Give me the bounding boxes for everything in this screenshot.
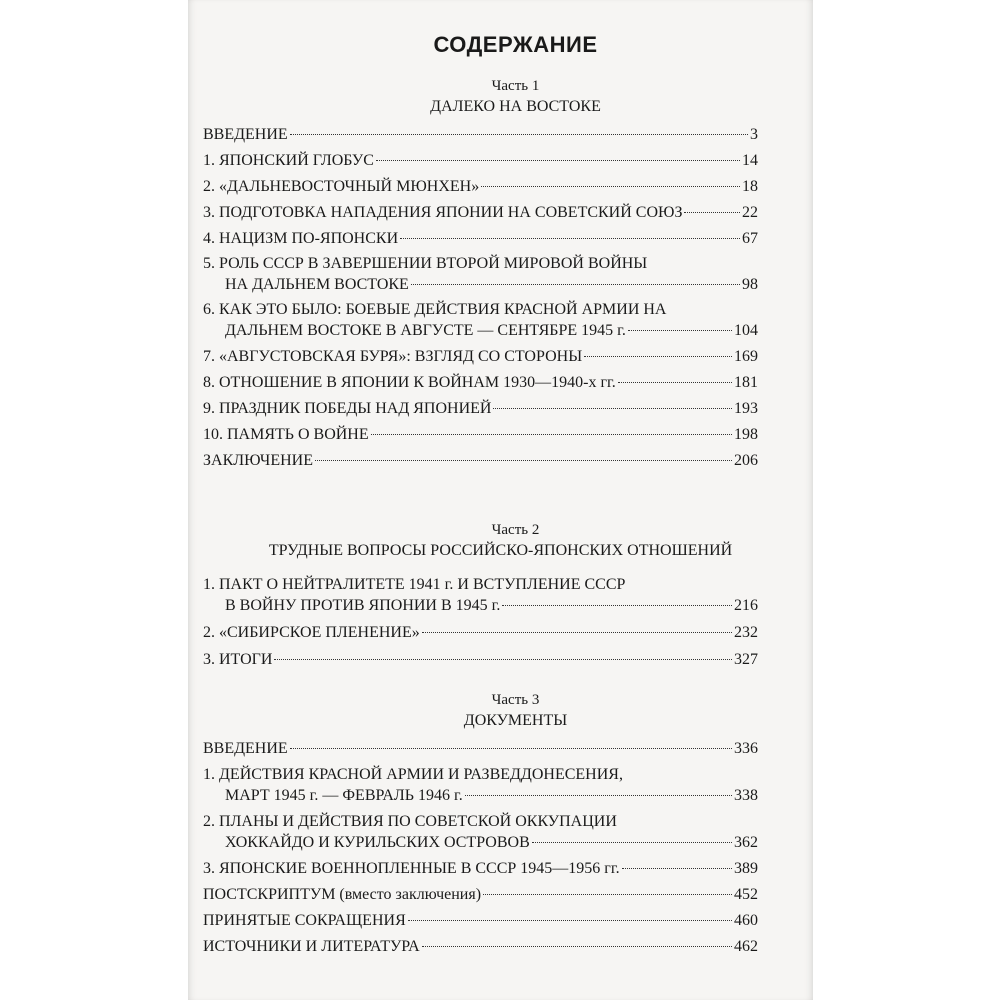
toc-entry-title: 9. ПРАЗДНИК ПОБЕДЫ НАД ЯПОНИЕЙ [203, 400, 492, 417]
toc-page-number: 22 [742, 204, 758, 221]
dot-leader [684, 211, 740, 213]
toc-page-number: 169 [734, 348, 758, 365]
dot-leader [483, 893, 732, 895]
toc-entry[interactable] [203, 150, 758, 171]
toc-entry[interactable] [203, 884, 758, 905]
toc-entry-title: 1. ПАКТ О НЕЙТРАЛИТЕТЕ 1941 г. И ВСТУПЛЕНИЕ СССР [203, 576, 626, 593]
toc-entry-title: 2. ПЛАНЫ И ДЕЙСТВИЯ ПО СОВЕТСКОЙ ОККУПАЦИИ [203, 813, 617, 830]
toc-entry[interactable] [203, 124, 758, 145]
dot-leader [371, 433, 732, 435]
dot-leader [628, 329, 732, 331]
toc-page-number: 206 [734, 452, 758, 469]
dot-leader [411, 283, 740, 285]
dot-leader [400, 237, 740, 239]
toc-entry[interactable] [203, 622, 758, 643]
toc-entry[interactable] [203, 936, 758, 957]
toc-entry[interactable] [203, 910, 758, 931]
toc-entry[interactable] [203, 424, 758, 445]
toc-entry-title: 7. «АВГУСТОВСКАЯ БУРЯ»: ВЗГЛЯД СО СТОРОНЫ [203, 348, 583, 365]
page-title: СОДЕРЖАНИЕ [433, 32, 598, 57]
toc-page-number: 389 [734, 860, 758, 877]
toc-entry[interactable] [203, 253, 758, 295]
dot-leader [465, 794, 732, 796]
toc-entry-title: НА ДАЛЬНЕМ ВОСТОКЕ [225, 276, 409, 293]
dot-leader [408, 919, 732, 921]
part-title: ТРУДНЫЕ ВОПРОСЫ РОССИЙСКО-ЯПОНСКИХ ОТНОШЕНИЙ [268, 542, 733, 559]
toc-entry-title: 1. ДЕЙСТВИЯ КРАСНОЙ АРМИИ И РАЗВЕДДОНЕСЕНИЯ, [203, 766, 623, 783]
toc-entry[interactable] [203, 764, 758, 806]
toc-entry-title: ХОККАЙДО И КУРИЛЬСКИХ ОСТРОВОВ [225, 834, 530, 851]
toc-entry[interactable] [203, 811, 758, 853]
toc-entry[interactable] [203, 398, 758, 419]
toc-entry[interactable] [203, 649, 758, 670]
toc-entry[interactable] [203, 450, 758, 471]
dot-leader [290, 747, 732, 749]
dot-leader [290, 133, 748, 135]
toc-part-2 [203, 520, 758, 670]
part-label: Часть 2 [491, 522, 540, 538]
toc-entry-title: 3. ПОДГОТОВКА НАПАДЕНИЯ ЯПОНИИ НА СОВЕТСКИЙ СОЮЗ [203, 204, 683, 221]
toc-entry-title: В ВОЙНУ ПРОТИВ ЯПОНИИ В 1945 г. [225, 597, 501, 614]
dot-leader [532, 841, 732, 843]
toc-entry-title: ЗАКЛЮЧЕНИЕ [203, 452, 313, 469]
toc-entry-title: ВВЕДЕНИЕ [203, 126, 288, 143]
dot-leader [584, 355, 732, 357]
toc-entry-title: 5. РОЛЬ СССР В ЗАВЕРШЕНИИ ВТОРОЙ МИРОВОЙ ВОЙНЫ [203, 255, 648, 272]
toc-page-number: 67 [742, 230, 758, 247]
toc-page-number: 198 [734, 426, 758, 443]
dot-leader [315, 459, 732, 461]
dot-leader [422, 945, 732, 947]
toc-page-number: 327 [734, 651, 758, 668]
dot-leader [274, 658, 732, 660]
dot-leader [622, 867, 732, 869]
dot-leader [376, 159, 740, 161]
part-label: Часть 1 [491, 78, 540, 94]
toc-entry[interactable] [203, 176, 758, 197]
toc-page-number: 14 [742, 152, 758, 169]
toc-page-number: 452 [734, 886, 758, 903]
toc-entry[interactable] [203, 574, 758, 616]
dot-leader [481, 185, 740, 187]
toc-page-number: 98 [742, 276, 758, 293]
toc-entry-title: 8. ОТНОШЕНИЕ В ЯПОНИИ К ВОЙНАМ 1930—1940-х гг. [203, 374, 616, 391]
toc-entry[interactable] [203, 372, 758, 393]
toc-page-number: 362 [734, 834, 758, 851]
toc-entry-title: ИСТОЧНИКИ И ЛИТЕРАТУРА [203, 938, 420, 955]
toc-entry[interactable] [203, 228, 758, 249]
toc-entry[interactable] [203, 299, 758, 341]
part-label: Часть 3 [491, 692, 540, 708]
toc-page-number: 3 [750, 126, 758, 143]
toc-page-number: 462 [734, 938, 758, 955]
part-title: ДАЛЕКО НА ВОСТОКЕ [430, 98, 601, 115]
toc-page-number: 460 [734, 912, 758, 929]
toc-entry-title: ПОСТСКРИПТУМ (вместо заключения) [203, 886, 482, 903]
toc-page-number: 193 [734, 400, 758, 417]
toc-entry-title: 1. ЯПОНСКИЙ ГЛОБУС [203, 152, 374, 169]
toc-entry[interactable] [203, 202, 758, 223]
toc-entry[interactable] [203, 346, 758, 367]
table-of-contents [203, 30, 758, 955]
toc-page-number: 216 [734, 597, 758, 614]
toc-page-number: 336 [734, 740, 758, 757]
toc-entry-title: 10. ПАМЯТЬ О ВОЙНЕ [203, 426, 369, 443]
toc-part-1 [203, 76, 758, 471]
toc-entry-title: 3. ИТОГИ [203, 651, 273, 668]
toc-entry-title: 2. «СИБИРСКОЕ ПЛЕНЕНИЕ» [203, 624, 420, 641]
dot-leader [618, 381, 732, 383]
toc-page-number: 181 [734, 374, 758, 391]
toc-entry-title: ВВЕДЕНИЕ [203, 740, 288, 757]
book-page [188, 0, 813, 1000]
toc-page-number: 338 [734, 787, 758, 804]
dot-leader [493, 407, 732, 409]
toc-entry[interactable] [203, 858, 758, 879]
toc-entry-title: 2. «ДАЛЬНЕВОСТОЧНЫЙ МЮНХЕН» [203, 178, 480, 195]
toc-entry-title: ПРИНЯТЫЕ СОКРАЩЕНИЯ [203, 912, 406, 929]
part-title: ДОКУМЕНТЫ [463, 712, 568, 729]
toc-entry-title: 6. КАК ЭТО БЫЛО: БОЕВЫЕ ДЕЙСТВИЯ КРАСНОЙ АРМИИ НА [203, 301, 667, 318]
toc-entry-title: 4. НАЦИЗМ ПО-ЯПОНСКИ [203, 230, 399, 247]
toc-entry[interactable] [203, 738, 758, 759]
dot-leader [422, 631, 732, 633]
toc-entry-title: МАРТ 1945 г. — ФЕВРАЛЬ 1946 г. [225, 787, 463, 804]
toc-part-3 [203, 690, 758, 957]
dot-leader [502, 604, 732, 606]
toc-page-number: 232 [734, 624, 758, 641]
toc-page-number: 18 [742, 178, 758, 195]
toc-page-number: 104 [734, 322, 758, 339]
toc-entry-title: ДАЛЬНЕМ ВОСТОКЕ В АВГУСТЕ — СЕНТЯБРЕ 1945 г. [225, 322, 626, 339]
toc-entry-title: 3. ЯПОНСКИЕ ВОЕННОПЛЕННЫЕ В СССР 1945—1956 гг. [203, 860, 620, 877]
